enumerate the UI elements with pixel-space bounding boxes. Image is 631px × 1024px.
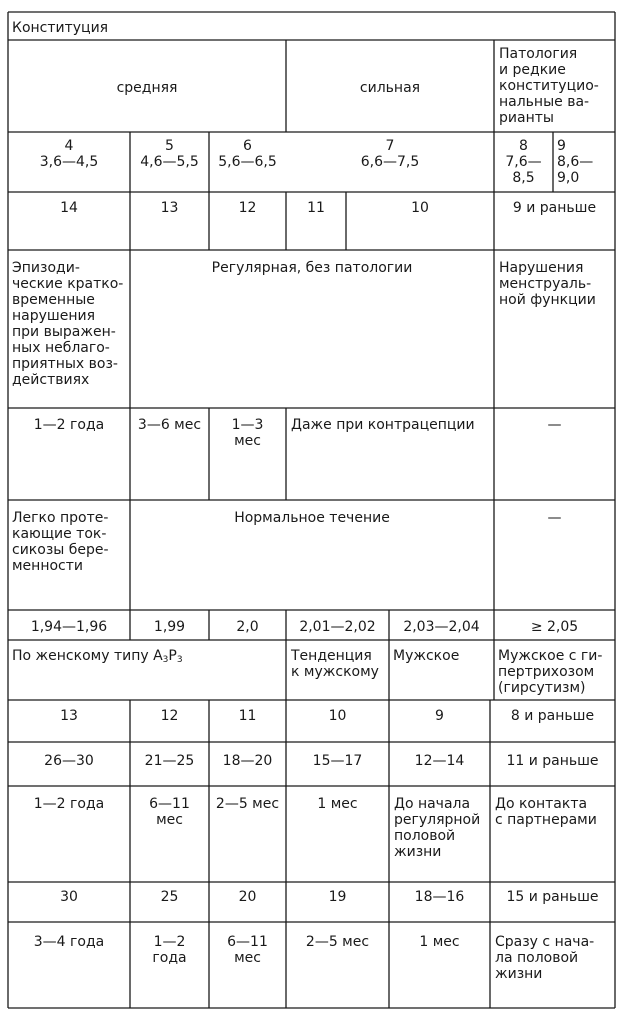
age-cell-2: 18—16 [414,889,465,905]
time-cell-2: Сразу с нача- ла половой жизни [495,934,595,982]
index-cell: 1,99 [153,619,186,635]
index-cell: 2,0 [236,619,259,635]
score-cell-5: 5 4,6—5,5 [140,138,199,170]
age-range-cell: 18—20 [222,753,273,769]
time-cell: 6—11 мес [149,796,190,828]
age-cell-2: 20 [238,889,257,905]
pregnancy-cell: — [547,510,562,526]
index-cell: 2,01—2,02 [299,619,376,635]
age-cell: 8 и раньше [510,708,595,724]
age-cell: 10 [328,708,347,724]
age-cell: 9 [435,708,444,724]
column-strong-header: сильная [359,80,421,96]
hair-male-hypertrichosis: Мужское с ги- пертрихозом (гирсутизм) [498,648,603,696]
time-cell-2: 6—11 мес [227,934,268,966]
cycle-cell: Эпизоди- ческие кратко- временные нарушения при выражен- ных неблаго- приятных воз- действиях [12,260,124,388]
column-pathology-header: Патология и редкие конституцио- нальные ва- рианты [499,46,599,126]
time-cell: До контакта с партнерами [495,796,597,828]
time-cell: 1—2 года [33,796,105,812]
restore-cell: Даже при контрацепции [291,417,475,433]
restore-cell: 1—3 мес [231,417,264,449]
menarche-cell: 11 [307,200,325,216]
restore-cell: 3—6 мес [137,417,202,433]
time-cell-2: 3—4 года [33,934,105,950]
time-cell: 1 мес [317,796,358,812]
index-cell: ≥ 2,05 [530,619,579,635]
menarche-cell: 13 [160,200,179,216]
hair-male: Мужское [393,648,460,664]
age-range-cell: 15—17 [312,753,363,769]
age-range-cell: 11 и раньше [506,753,599,769]
age-cell-2: 19 [328,889,347,905]
age-cell: 12 [160,708,179,724]
age-cell: 13 [60,708,78,724]
restore-cell: 1—2 года [33,417,105,433]
index-cell: 1,94—1,96 [30,619,108,635]
time-cell-2: 1—2 года [152,934,187,966]
hair-female-type: По женскому типу $А_3Р_3$ [12,648,183,665]
score-cell-7: 7 6,6—7,5 [360,138,420,170]
time-cell-2: 1 мес [419,934,460,950]
table-title: Конституция [12,20,109,36]
pregnancy-cell: Нормальное течение [234,510,390,526]
menarche-cell: 12 [238,200,257,216]
age-range-cell: 26—30 [44,753,94,769]
time-cell-2: 2—5 мес [305,934,370,950]
age-cell-2: 25 [160,889,179,905]
score-cell-8: 8 7,6— 8,5 [505,138,542,186]
pregnancy-cell: Легко проте- кающие ток- сикозы бере- менности [12,510,109,574]
menarche-cell: 14 [60,200,78,216]
age-range-cell: 21—25 [144,753,195,769]
time-cell: 2—5 мес [215,796,280,812]
age-cell-2: 30 [60,889,78,905]
menarche-cell: 9 и раньше [512,200,597,216]
hair-tendency: Тенденция к мужскому [291,648,379,680]
age-cell: 11 [238,708,257,724]
restore-cell: — [547,417,562,433]
score-cell-6: 6 5,6—6,5 [218,138,277,170]
cycle-cell: Регулярная, без патологии [211,260,413,276]
menarche-cell: 10 [411,200,429,216]
age-cell-2: 15 и раньше [506,889,599,905]
index-cell: 2,03—2,04 [403,619,480,635]
cycle-cell: Нарушения менструаль- ной функции [499,260,596,308]
score-cell-9: 9 8,6— 9,0 [557,138,594,186]
column-medium-header: средняя [116,80,178,96]
time-cell: До начала регулярной половой жизни [394,796,481,860]
age-range-cell: 12—14 [414,753,465,769]
score-cell-4: 4 3,6—4,5 [39,138,99,170]
